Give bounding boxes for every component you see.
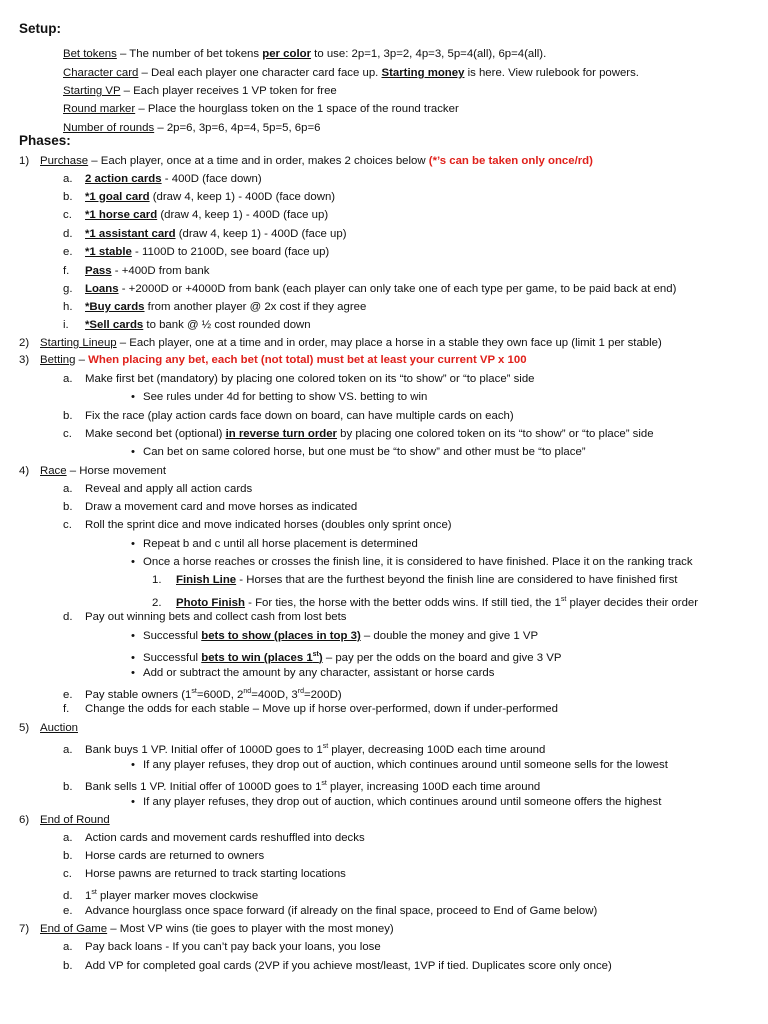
betting-step: a. Make first bet (mandatory) by placing one colored token on its “to show” or “to place” side	[63, 373, 535, 385]
race-step: f. Change the odds for each stable – Move up if horse over-performed, down if under-performed	[63, 703, 558, 715]
item-letter: g.	[63, 283, 73, 295]
superscript: st	[312, 651, 319, 658]
setup-term: Round marker	[63, 103, 136, 115]
item-letter: a.	[63, 941, 73, 953]
item-letter: a.	[63, 743, 73, 756]
superscript: st	[191, 688, 197, 695]
purchase-option: f. Pass - +400D from bank	[63, 265, 210, 277]
purchase-option: d. *1 assistant card (draw 4, keep 1) - 400D (face up)	[63, 228, 347, 240]
item-letter: a.	[63, 483, 73, 495]
setup-term: Character card	[63, 67, 139, 79]
phase-term: Starting Lineup	[40, 337, 117, 349]
end-round-step: e. Advance hourglass once space forward (if already on the final space, proceed to End of Game below)	[63, 905, 598, 917]
item-letter: e.	[63, 688, 73, 701]
phase-p3: 3) Betting – When placing any bet, each bet (not total) must bet at least your current VP x 100	[19, 354, 527, 366]
item-letter: e.	[63, 246, 73, 258]
item-letter: d.	[63, 228, 73, 240]
end-game-step: b. Add VP for completed goal cards (2VP if you achieve most/least, 1VP if tied. Duplicates score only once)	[63, 960, 612, 972]
race-step: d. Pay out winning bets and collect cash from lost bets	[63, 611, 347, 623]
rule-number: 2.	[152, 596, 162, 609]
bullet-note: • If any player refuses, they drop out of auction, which continues around until someone offers the highest	[131, 795, 661, 810]
superscript: st	[321, 780, 327, 787]
purchase-option: c. *1 horse card (draw 4, keep 1) - 400D (face up)	[63, 209, 329, 221]
phase-number: 5)	[19, 722, 30, 734]
rule-note: (*’s can be taken only once/rd)	[428, 155, 593, 167]
item-letter: b.	[63, 960, 73, 972]
superscript: nd	[243, 688, 252, 695]
setup-heading: Setup:	[19, 21, 61, 36]
end-game-step: a. Pay back loans - If you can’t pay back your loans, you lose	[63, 941, 381, 953]
purchase-option: h. *Buy cards from another player @ 2x cost if they agree	[63, 301, 367, 313]
phase-number: 7)	[19, 923, 30, 935]
setup-starting-vp: Starting VP – Each player receives 1 VP token for free	[63, 85, 337, 97]
superscript: st	[91, 889, 97, 896]
item-letter: e.	[63, 905, 73, 917]
item-letter: b.	[63, 410, 73, 422]
setup-round-marker: Round marker – Place the hourglass token on the 1 space of the round tracker	[63, 103, 459, 115]
phase-p6	[19, 813, 110, 828]
superscript: st	[560, 596, 567, 603]
superscript: rd	[297, 688, 304, 695]
phase-p7: 7) End of Game – Most VP wins (tie goes to player with the most money)	[19, 923, 394, 935]
setup-term: Bet tokens	[63, 48, 117, 60]
phase-term: End of Game	[40, 923, 108, 935]
phase-term: Auction	[40, 722, 78, 734]
end-round-step: b. Horse cards are returned to owners	[63, 850, 265, 862]
betting-step: c. Make second bet (optional) in reverse turn order by placing one colored token on its “to show” or “to place” side	[63, 428, 654, 440]
numbered-rule: 1. Finish Line - Horses that are the furthest beyond the finish line are considered to have finished first	[152, 574, 678, 586]
phase-number: 4)	[19, 465, 30, 477]
phase-term: End of Round	[40, 814, 110, 826]
phase-p1: 1) Purchase – Each player, once at a time and in order, makes 2 choices below (*’s can be taken only once/rd)	[19, 155, 593, 167]
phase-p4: 4) Race – Horse movement	[19, 465, 166, 477]
bullet-note: • Once a horse reaches or crosses the finish line, it is considered to have finished. Place it on the ranking track	[131, 555, 693, 570]
purchase-option: a. 2 action cards - 400D (face down)	[63, 173, 262, 185]
phase-term: Betting	[40, 354, 76, 366]
race-step: a. Reveal and apply all action cards	[63, 483, 253, 495]
phase-number: 2)	[19, 337, 30, 349]
bullet-note: • Can bet on same colored horse, but one must be “to show” and other must be “to place”	[131, 445, 586, 460]
rule-number: 1.	[152, 574, 162, 586]
item-letter: h.	[63, 301, 73, 313]
item-letter: f.	[63, 265, 70, 277]
item-letter: f.	[63, 703, 70, 715]
purchase-option: g. Loans - +2000D or +4000D from bank (each player can only take one of each type per game, to be paid back at end)	[63, 283, 677, 295]
phase-number: 1)	[19, 155, 30, 167]
setup-character-card: Character card – Deal each player one character card face up. Starting money is here. View rulebook for powers.	[63, 67, 639, 79]
bullet-note: • See rules under 4d for betting to show VS. betting to win	[131, 390, 427, 405]
item-letter: i.	[63, 319, 69, 331]
item-letter: a.	[63, 373, 73, 385]
numbered-rule: 2. Photo Finish - For ties, the horse with the better odds wins. If still tied, the 1st player decides their order	[152, 596, 699, 609]
rule-note: When placing any bet, each bet (not total) must bet at least your current VP x 100	[88, 354, 527, 366]
bullet-note: • Successful bets to win (places 1st) – pay per the odds on the board and give 3 VP	[131, 647, 561, 666]
bullet-note: • Add or subtract the amount by any character, assistant or horse cards	[131, 666, 494, 681]
setup-number-of-rounds: Number of rounds – 2p=6, 3p=6, 4p=4, 5p=5, 6p=6	[63, 122, 321, 134]
auction-step: a. Bank buys 1 VP. Initial offer of 1000D goes to 1st player, decreasing 100D each time around	[63, 743, 546, 756]
purchase-option: b. *1 goal card (draw 4, keep 1) - 400D (face down)	[63, 191, 336, 203]
purchase-option: i. *Sell cards to bank @ ½ cost rounded down	[63, 319, 311, 331]
race-step: e. Pay stable owners (1st=600D, 2nd=400D, 3rd=200D)	[63, 688, 342, 701]
item-letter: d.	[63, 611, 73, 623]
item-letter: a.	[63, 832, 73, 844]
auction-step: b. Bank sells 1 VP. Initial offer of 1000D goes to 1st player, increasing 100D each time around	[63, 780, 541, 793]
bullet-note: • Repeat b and c until all horse placement is determined	[131, 537, 418, 552]
bullet-note: • If any player refuses, they drop out of auction, which continues around until someone sells for the lowest	[131, 758, 668, 773]
superscript: st	[322, 743, 329, 750]
phase-term: Purchase	[40, 155, 89, 167]
item-letter: b.	[63, 191, 73, 203]
race-step: c. Roll the sprint dice and move indicated horses (doubles only sprint once)	[63, 519, 452, 531]
item-letter: b.	[63, 780, 73, 793]
phase-number: 6)	[19, 814, 30, 826]
phase-p2: 2) Starting Lineup – Each player, one at a time and in order, may place a horse in a stable they own face up (limit 1 per stable)	[19, 337, 662, 349]
item-letter: b.	[63, 501, 73, 513]
item-letter: c.	[63, 868, 72, 880]
purchase-option: e. *1 stable - 1100D to 2100D, see board (face up)	[63, 246, 330, 258]
item-letter: b.	[63, 850, 73, 862]
end-round-step: d. 1st player marker moves clockwise	[63, 889, 259, 902]
phase-number: 3)	[19, 354, 30, 366]
bullet-note: • Successful bets to show (places in top 3) – double the money and give 1 VP	[131, 629, 538, 644]
setup-term: Number of rounds	[63, 122, 155, 134]
setup-bet-tokens: Bet tokens – The number of bet tokens per color to use: 2p=1, 3p=2, 4p=3, 5p=4(all), 6p=4(all).	[63, 48, 547, 60]
setup-term: Starting VP	[63, 85, 121, 97]
betting-step: b. Fix the race (play action cards face down on board, can have multiple cards on each)	[63, 410, 514, 422]
end-round-step: c. Horse pawns are returned to track starting locations	[63, 868, 346, 880]
phase-term: Race	[40, 465, 67, 477]
phase-p5	[19, 721, 78, 736]
item-letter: c.	[63, 209, 72, 221]
item-letter: c.	[63, 428, 72, 440]
phases-heading: Phases:	[19, 133, 71, 148]
item-letter: d.	[63, 889, 73, 902]
end-round-step: a. Action cards and movement cards reshuffled into decks	[63, 832, 365, 844]
race-step: b. Draw a movement card and move horses as indicated	[63, 501, 358, 513]
item-letter: c.	[63, 519, 72, 531]
item-letter: a.	[63, 173, 73, 185]
